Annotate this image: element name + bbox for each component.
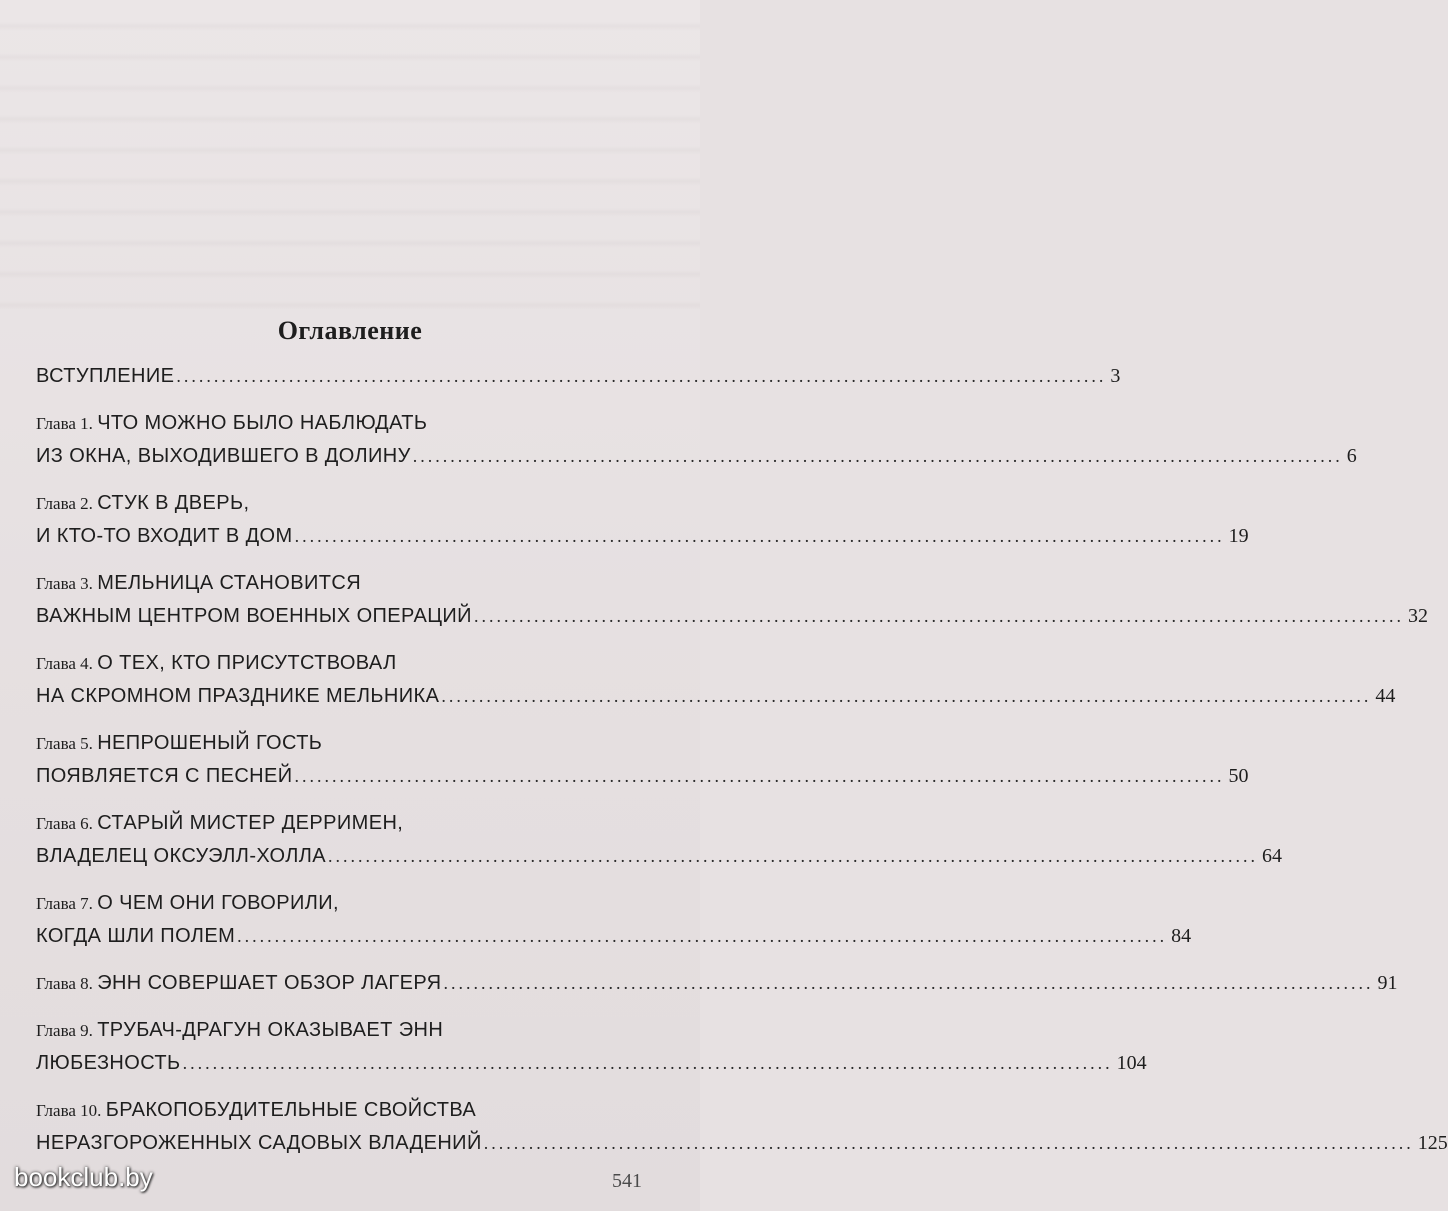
toc-entry-chapter-7[interactable]: [36, 887, 1192, 953]
dot-leader: ............................................................................................................................: [182, 1053, 1113, 1073]
table-of-contents: [36, 360, 1448, 1174]
toc-entry-title: ИЗ ОКНА, ВЫХОДИВШЕГО В ДОЛИНУ: [36, 445, 411, 467]
toc-entry-title: НЕПРОШЕНЫЙ ГОСТЬ: [97, 732, 323, 754]
toc-entry-title: ВЛАДЕЛЕЦ ОКСУЭЛЛ-ХОЛЛА: [36, 845, 326, 867]
toc-entry-line: [36, 567, 638, 600]
toc-entry-line: [36, 647, 638, 680]
toc-entry-chapter-10[interactable]: [36, 1094, 1448, 1160]
toc-entry-title: НЕРАЗГОРОЖЕННЫХ САДОВЫХ ВЛАДЕНИЙ: [36, 1132, 482, 1154]
toc-entry-line: [36, 1014, 638, 1047]
toc-entry-title-wrap: [36, 967, 442, 1000]
chapter-label: Глава 10.: [36, 1101, 106, 1120]
dot-leader: ............................................................................................................................: [294, 766, 1225, 786]
toc-entry-line: [36, 680, 1396, 713]
toc-entry-line: [36, 967, 1398, 1000]
toc-entry-page: 50: [1228, 765, 1249, 787]
toc-entry-page: 64: [1262, 845, 1282, 867]
toc-entry-chapter-1[interactable]: [36, 407, 1357, 473]
toc-entry-page: 32: [1407, 605, 1428, 627]
chapter-label: Глава 9.: [36, 1021, 98, 1040]
dot-leader: ............................................................................................................................: [294, 526, 1225, 546]
toc-entry-page: 44: [1375, 685, 1396, 707]
toc-entry-line: [36, 807, 638, 840]
toc-entry-line: [36, 1047, 1147, 1080]
toc-entry-line: [36, 407, 638, 440]
chapter-label: Глава 8.: [36, 974, 98, 993]
toc-entry-line: [36, 887, 638, 920]
dot-leader: ............................................................................................................................: [412, 446, 1343, 466]
toc-entry-line: [36, 360, 1121, 393]
chapter-label: Глава 4.: [36, 654, 98, 673]
dot-leader: ............................................................................................................................: [328, 846, 1258, 866]
toc-entry-title: БРАКОПОБУДИТЕЛЬНЫЕ СВОЙСТВА: [105, 1099, 477, 1121]
toc-entry-line: [36, 1094, 638, 1127]
toc-entry-line: [36, 440, 1357, 473]
toc-entry-line: [36, 1127, 1448, 1160]
toc-entry-title: ВСТУПЛЕНИЕ: [36, 365, 175, 387]
toc-entry-chapter-9[interactable]: [36, 1014, 1147, 1080]
toc-entry-page: 6: [1346, 445, 1357, 467]
toc-entry-line: [36, 760, 1249, 793]
dot-leader: ............................................................................................................................: [441, 686, 1372, 706]
chapter-label: Глава 7.: [36, 894, 98, 913]
toc-entry-line: [36, 520, 1249, 553]
toc-entry-line: [36, 600, 1428, 633]
toc-entry-title: СТУК В ДВЕРЬ,: [97, 492, 250, 514]
toc-entry-chapter-4[interactable]: [36, 647, 1396, 713]
toc-heading: Оглавление: [277, 316, 423, 345]
toc-entry-line: [36, 487, 638, 520]
toc-entry-line: [36, 920, 1192, 953]
toc-entry-title: ЧТО МОЖНО БЫЛО НАБЛЮДАТЬ: [97, 412, 428, 434]
page-number: 541: [612, 1170, 642, 1192]
toc-entry-title: И КТО-ТО ВХОДИТ В ДОМ: [36, 525, 293, 547]
toc-entry-page: 104: [1116, 1052, 1147, 1074]
dot-leader: ............................................................................................................................: [483, 1133, 1414, 1153]
toc-entry-chapter-5[interactable]: [36, 727, 1249, 793]
toc-entry-intro[interactable]: [36, 360, 1121, 393]
toc-entry-title: СТАРЫЙ МИСТЕР ДЕРРИМЕН,: [97, 812, 404, 834]
toc-entry-title: ЭНН СОВЕРШАЕТ ОБЗОР ЛАГЕРЯ: [97, 972, 442, 994]
toc-entry-page: 84: [1171, 925, 1192, 947]
site-watermark: bookclub.by: [14, 1162, 153, 1192]
toc-entry-title: НА СКРОМНОМ ПРАЗДНИКЕ МЕЛЬНИКА: [36, 685, 440, 707]
toc-entry-chapter-6[interactable]: [36, 807, 1282, 873]
chapter-label: Глава 6.: [36, 814, 98, 833]
toc-entry-title: ЛЮБЕЗНОСТЬ: [36, 1052, 181, 1074]
toc-entry-chapter-8[interactable]: [36, 967, 1398, 1000]
toc-entry-title: КОГДА ШЛИ ПОЛЕМ: [36, 925, 236, 947]
toc-entry-title: ПОЯВЛЯЕТСЯ С ПЕСНЕЙ: [36, 765, 293, 787]
toc-entry-page: 125: [1417, 1132, 1448, 1154]
toc-entry-chapter-2[interactable]: [36, 487, 1249, 553]
toc-entry-page: 91: [1377, 972, 1398, 994]
dot-leader: ............................................................................................................................: [176, 366, 1107, 386]
toc-entry-chapter-3[interactable]: [36, 567, 1428, 633]
chapter-label: Глава 1.: [36, 414, 98, 433]
toc-entry-title: О ТЕХ, КТО ПРИСУТСТВОВАЛ: [97, 652, 397, 674]
toc-entry-page: 3: [1110, 365, 1121, 387]
toc-entry-page: 19: [1228, 525, 1249, 547]
dot-leader: ............................................................................................................................: [443, 973, 1374, 993]
dot-leader: ............................................................................................................................: [237, 926, 1168, 946]
chapter-label: Глава 2.: [36, 494, 98, 513]
chapter-label: Глава 5.: [36, 734, 98, 753]
toc-entry-title: О ЧЕМ ОНИ ГОВОРИЛИ,: [97, 892, 339, 914]
bleed-through-area: [0, 0, 700, 310]
dot-leader: ............................................................................................................................: [473, 606, 1404, 626]
toc-entry-title: ТРУБАЧ-ДРАГУН ОКАЗЫВАЕТ ЭНН: [97, 1019, 444, 1041]
chapter-label: Глава 3.: [36, 574, 98, 593]
toc-entry-line: [36, 840, 1282, 873]
toc-entry-title: ВАЖНЫМ ЦЕНТРОМ ВОЕННЫХ ОПЕРАЦИЙ: [36, 605, 472, 627]
toc-entry-line: [36, 727, 638, 760]
toc-entry-title: МЕЛЬНИЦА СТАНОВИТСЯ: [97, 572, 362, 594]
